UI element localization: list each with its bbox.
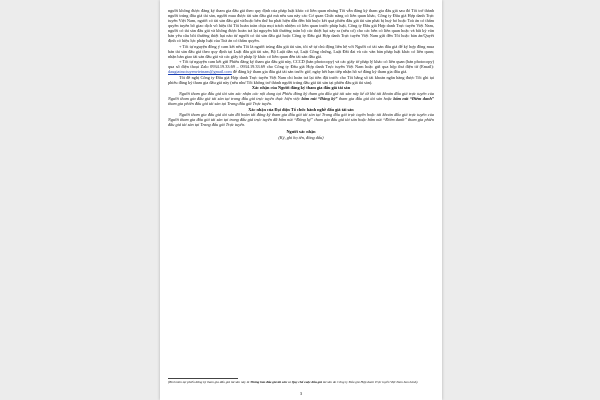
paragraph-refund-request: Tôi đề nghị Công ty Đấu giá Hợp danh Trực tuyến Việt Nam chi hoàn trả lại tiền đặt trước cho Tôi bằng số tài khoản ngân hàng được Tôi ghi tại phiếu đăng ký tham gia đấu giá này (nếu như Tôi không trở thành người trúng đấu giá tài sản tại phiên đấu giá tài sản). — [168, 74, 434, 85]
bidder-text-1: Người tham gia đấu giá tài sản xác nhận các nội dung tại Phiếu đăng ký tham gia đấu giá tài sản này kể từ khi tài khoản đấu giá trực tuyến của Người tham gia đấu giá tài sản tại trang đấu giá trực tuyến thực hiện việc — [168, 90, 434, 101]
paragraph-submission — [168, 59, 434, 74]
submission-text-end: để đăng ký tham gia đấu giá tài sản trước giờ, ngày hết hạn tiếp nhận hồ sơ đăng ký tham gia đấu giá. — [231, 69, 408, 75]
footnote — [168, 380, 434, 384]
bidder-confirmation-heading: Xác nhận của Người đăng ký tham gia đấu giá tài sản — [251, 85, 351, 91]
page-number: 3 — [299, 391, 303, 396]
representative-confirmation-heading: Xác nhận của Đại diện Tổ chức hành nghề đấu giá tài sản — [248, 106, 354, 112]
signature-subtitle: (Ký, ghi họ tên, đóng dấu) — [278, 134, 324, 140]
footnote-text-3: tài sản do Công ty Đấu giá Hợp danh Trực tuyến Việt Nam ban hành). — [322, 380, 419, 384]
signature-title: Người xác nhận — [286, 129, 316, 135]
bidder-text-3: tham gia phiên đấu giá tài sản tại Trang đấu giá Trực tuyến. — [168, 100, 273, 106]
email-link[interactable]: daugiatructuyenvietnam@gmail.com — [168, 69, 232, 75]
footnote-text-2: và — [286, 380, 292, 384]
register-button-mention: bấm nút “Đăng ký” — [301, 95, 338, 101]
footnote-rules-title: Quy chế cuộc đấu giá — [291, 380, 323, 384]
footnote-text-1: (Bình kèm tại phiếu đăng ký tham gia đấu giá tài sản này là — [168, 380, 251, 384]
footnote-notice-title: Thông báo đấu giá tài sản — [250, 380, 287, 384]
checkin-button-mention: bấm nút “Điểm danh” — [393, 95, 434, 101]
document-page — [160, 0, 442, 400]
bidder-confirmation-text — [168, 91, 434, 106]
representative-confirmation-text: Người tham gia đấu giá tài sản đã hoàn tất đăng ký tham gia đấu giá tài sản tại Trang đấu giá trực tuyến hoặc tài khoản đấu giá trực tuyến của Người tham gia đấu giá tài sản tại trang đấu giá trực tuyến đã bấm nút “Đăng ký” tham gia đấu giá tài sản hoặc bấm nút “Điểm danh” tham gia phiên đấu giá tài sản tại Trang đấu giá Trực tuyến. — [168, 112, 434, 128]
paragraph-contract-commitment: + Tôi tự nguyện đồng ý cam kết nếu Tôi là người trúng đấu giá tài sản, tôi sẽ tự chủ động liên hệ với Người có tài sản đấu giá để ký hợp đồng mua bán tài sản đấu giá theo quy định tại Luật đấu giá tài sản, Bộ Luật dân sự, Luật Công chứng, Luật Đất đai và các văn bản pháp luật khác có liên quan; nhận bàn giao tài sản đấu giá và các giấy tờ pháp lý khác có liên quan đến tài sản đấu giá. — [168, 43, 434, 59]
footnote-divider — [168, 378, 238, 379]
submission-text-start: + Tôi tự nguyện cam kết gửi Phiếu đăng ký tham gia đấu giá này, CCCD (bản photocopy) và các giấy tờ pháp lý khác có liên quan (bản photocopy) qua số điện thoại Zalo 0934.19.33.69 – 0934.19.33.69 cho Công ty Đấu giá Hợp danh Trực tuyến Việt Nam hoặc gửi qua hộp thư điện tử (Email): — [168, 59, 434, 70]
bidder-text-2: tham gia đấu giá tài sản hoặc — [337, 95, 394, 101]
paragraph-liability: người không được đăng ký tham gia đấu giá theo quy định của pháp luật khác có liên quan nhưng Tôi vẫn đăng ký tham gia đấu giá sau đó Tôi trở thành người trúng đấu giá tài sản, người mua được tài sản đấu giá mà nếu sau này các Cơ quan Chức năng có liên quan khác, Công ty Đấu giá Hợp danh Trực tuyến Việt Nam, người có tài sản đấu giá và/hoặc bên thứ ba phát hiện dẫn đến bắt buộc kết quả phiên đấu giá tài sản phải bị huỷ bỏ hoặc Toà án có thẩm quyền tuyên bố giao dịch vô hiệu thì Tôi hoàn toàn chịu mọi trách nhiệm có liên quan trước pháp luật, Công ty Đấu giá Hợp danh Trực tuyến Việt Nam, người có tài sản đấu giá và không được hoàn trả lại nguyên bất thường toàn bộ các thiệt hại xảy ra (nếu có) cho các bên có liên quan hoặc và bất kỳ văn bản yêu cầu bồi thường thiệt hại nào từ người có tài sản đấu giá hoặc Công ty Đấu giá Hợp danh Trực tuyến Việt Nam gửi đến Tôi hoặc bản án/Quyết định có hiệu lực pháp luật của Toà án có thẩm quyền. — [168, 8, 434, 43]
document-body — [168, 8, 434, 140]
